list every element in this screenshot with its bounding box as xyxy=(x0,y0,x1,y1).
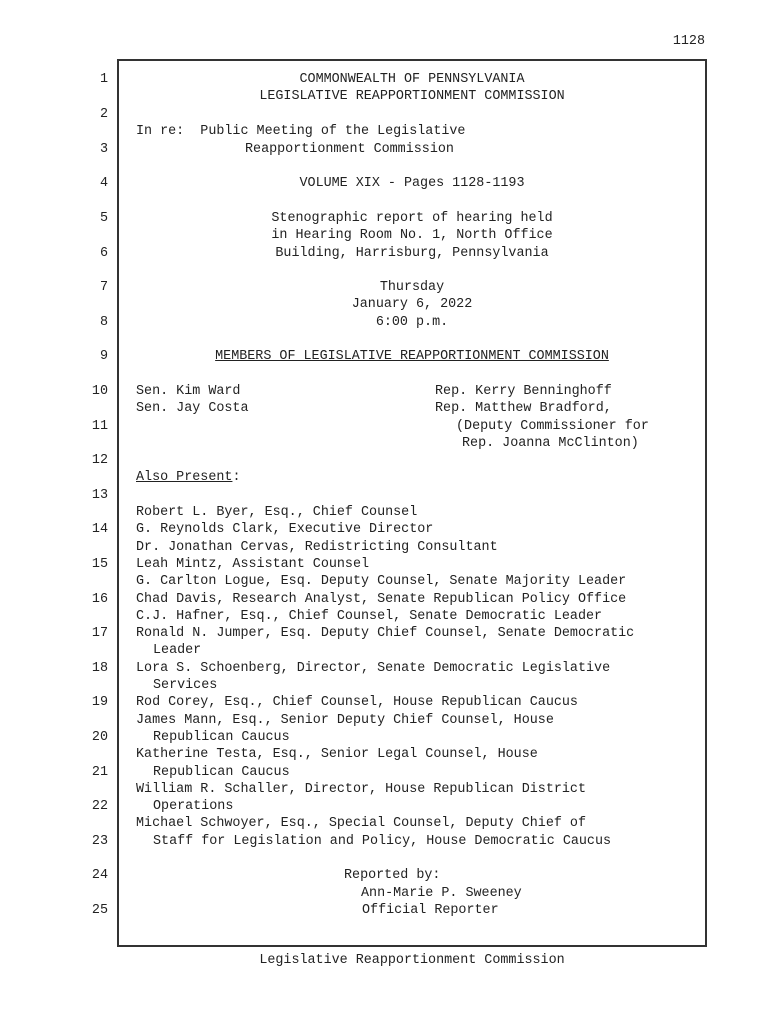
attendee-line: Katherine Testa, Esq., Senior Legal Counsel, House xyxy=(136,747,538,762)
line-number: 15 xyxy=(91,557,108,572)
line-number: 20 xyxy=(91,730,108,745)
reporter-name: Ann-Marie P. Sweeney xyxy=(361,886,522,901)
volume-line: VOLUME XIX - Pages 1128-1193 xyxy=(299,176,525,191)
line-number: 24 xyxy=(91,868,108,883)
line-number: 19 xyxy=(91,695,108,710)
line-number: 14 xyxy=(91,522,108,537)
line-number: 1 xyxy=(99,72,108,87)
member-name: Rep. Matthew Bradford, xyxy=(435,401,612,416)
page-footer: Legislative Reapportionment Commission xyxy=(259,953,565,968)
line-number: 6 xyxy=(99,246,108,261)
attendee-line: Dr. Jonathan Cervas, Redistricting Consultant xyxy=(136,540,498,555)
member-note: (Deputy Commissioner for xyxy=(456,419,649,434)
line-number: 12 xyxy=(91,453,108,468)
attendee-line: Republican Caucus xyxy=(153,730,290,745)
attendee-line: Leader xyxy=(153,643,202,658)
member-name: Sen. Jay Costa xyxy=(136,401,249,416)
hearing-time: 6:00 p.m. xyxy=(375,315,449,330)
attendee-line: G. Reynolds Clark, Executive Director xyxy=(136,522,434,537)
line-number: 25 xyxy=(91,903,108,918)
line-number: 3 xyxy=(99,142,108,157)
header-commonwealth: COMMONWEALTH OF PENNSYLVANIA xyxy=(299,72,525,87)
member-name: Rep. Kerry Benninghoff xyxy=(435,384,612,399)
line-number: 4 xyxy=(99,176,108,191)
attendee-line: Operations xyxy=(153,799,234,814)
attendee-line: Staff for Legislation and Policy, House Democratic Caucus xyxy=(153,834,612,849)
attendee-line: Leah Mintz, Assistant Counsel xyxy=(136,557,370,572)
in-re-line: In re: Public Meeting of the Legislative xyxy=(136,124,466,139)
in-re-continuation: Reapportionment Commission xyxy=(245,142,454,157)
attendee-line: Rod Corey, Esq., Chief Counsel, House Republican Caucus xyxy=(136,695,578,710)
line-number: 11 xyxy=(91,419,108,434)
hearing-date: January 6, 2022 xyxy=(351,297,473,312)
member-note: Rep. Joanna McClinton) xyxy=(462,436,639,451)
line-number: 16 xyxy=(91,592,108,607)
line-number: 21 xyxy=(91,765,108,780)
line-number: 22 xyxy=(91,799,108,814)
line-number: 7 xyxy=(99,280,108,295)
attendee-line: Michael Schwoyer, Esq., Special Counsel, Deputy Chief of xyxy=(136,816,586,831)
line-number: 18 xyxy=(91,661,108,676)
members-heading: MEMBERS OF LEGISLATIVE REAPPORTIONMENT COMMISSION xyxy=(215,349,609,364)
attendee-line: James Mann, Esq., Senior Deputy Chief Counsel, House xyxy=(136,713,554,728)
line-number: 13 xyxy=(91,488,108,503)
header-commission: LEGISLATIVE REAPPORTIONMENT COMMISSION xyxy=(259,89,565,104)
line-number: 8 xyxy=(99,315,108,330)
member-name: Sen. Kim Ward xyxy=(136,384,241,399)
line-number: 9 xyxy=(99,349,108,364)
attendee-line: Chad Davis, Research Analyst, Senate Republican Policy Office xyxy=(136,592,627,607)
line-number: 23 xyxy=(91,834,108,849)
attendee-line: Ronald N. Jumper, Esq. Deputy Chief Counsel, Senate Democratic xyxy=(136,626,635,641)
page-number: 1128 xyxy=(672,34,705,49)
reported-by-label: Reported by: xyxy=(344,868,441,883)
line-number: 5 xyxy=(99,211,108,226)
attendee-line: C.J. Hafner, Esq., Chief Counsel, Senate Democratic Leader xyxy=(136,609,603,624)
line-number: 10 xyxy=(91,384,108,399)
attendee-line: Lora S. Schoenberg, Director, Senate Democratic Legislative xyxy=(136,661,611,676)
report-line: Building, Harrisburg, Pennsylvania xyxy=(275,246,549,261)
attendee-line: Republican Caucus xyxy=(153,765,290,780)
also-present-heading: Also Present: xyxy=(136,470,241,485)
attendee-line: G. Carlton Logue, Esq. Deputy Counsel, Senate Majority Leader xyxy=(136,574,627,589)
line-number: 2 xyxy=(99,107,108,122)
reporter-title: Official Reporter xyxy=(362,903,499,918)
attendee-line: William R. Schaller, Director, House Republican District xyxy=(136,782,586,797)
attendee-line: Robert L. Byer, Esq., Chief Counsel xyxy=(136,505,418,520)
hearing-day: Thursday xyxy=(379,280,445,295)
attendee-line: Services xyxy=(153,678,218,693)
report-line: in Hearing Room No. 1, North Office xyxy=(271,228,553,243)
report-line: Stenographic report of hearing held xyxy=(271,211,553,226)
line-number: 17 xyxy=(91,626,108,641)
